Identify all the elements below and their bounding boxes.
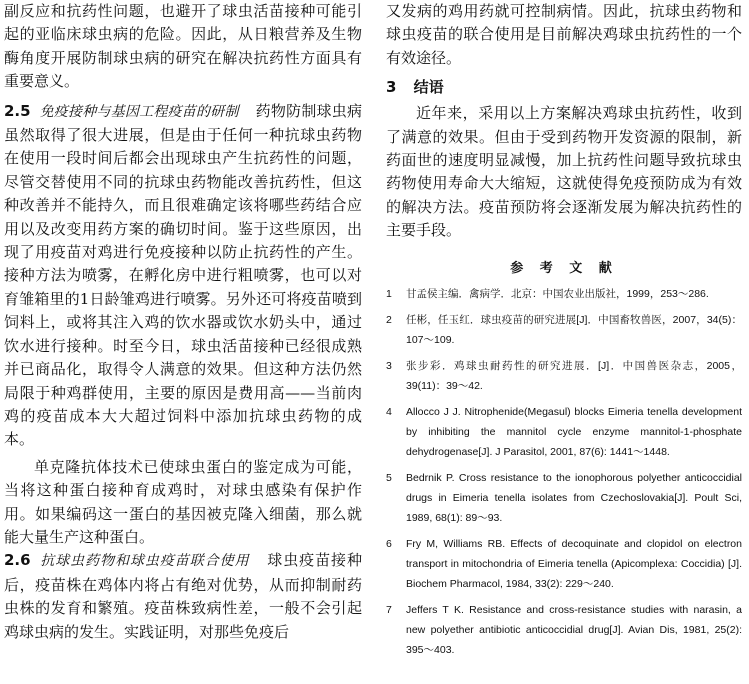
reference-text: 甘孟侯主编．禽病学．北京：中国农业出版社，1999，253～286. — [406, 287, 709, 300]
reference-number: 1 — [386, 287, 392, 300]
reference-number: 6 — [386, 537, 392, 550]
section-2-6-title: 抗球虫药物和球虫疫苗联合使用 — [40, 553, 250, 570]
reference-number: 7 — [386, 603, 392, 616]
reference-text: 任彬，任玉红．球虫疫苗的研究进展[J]．中国畜牧兽医，2007，34(5)：107～109. — [406, 313, 742, 346]
section-2-5 — [4, 100, 362, 452]
right-column — [386, 0, 742, 666]
reference-item — [386, 468, 742, 528]
intro-paragraph: 副反应和抗药性问题，也避开了球虫活苗接种可能引起的亚临床球虫病的危险。因此，从日粮营养及生物酶角度开展防制球虫病的研究在解决抗药性方面具有重要意义。 — [4, 2, 362, 91]
reference-item — [386, 534, 742, 594]
section-3-text: 近年来，采用以上方案解决鸡球虫抗药性，收到了满意的效果。但由于受到药物开发资源的限制，新药面世的速度明显减慢，加上抗药性问题导致抗球虫药物使用寿命大大缩短，这就使得免疫预防成为有效的解决方法。疫苗预防将会逐渐发展为解决抗药性的主要手段。 — [386, 104, 742, 240]
left-column — [4, 0, 362, 644]
section-3-number: 3 — [386, 78, 397, 97]
reference-number: 5 — [386, 471, 392, 484]
section-2-5-text: 药物防制球虫病虽然取得了很大进展，但是由于任何一种抗球虫药物在使用一段时间后都会出现球虫产生抗药性的问题，尽管交替使用不同的抗球虫药物能改善抗药性，但这种改善并不能持久，而且很难确定该将哪些药结合应用以及改变用药方案的确切时间。鉴于这些原因，出现了用疫苗对鸡进行免疫接种以防止抗药性的产生。接种方法为喷雾，在孵化房中进行粗喷雾，也可以对育雏箱里的1日龄雏鸡进行喷雾。另外还可将疫苗喷到饲料上，或将其注入鸡的饮水器或饮水奶头中，通过饮水进行接种。时至今日，球虫活苗接种已经很成熟并已商品化，取得令人满意的效果。但这种方法仍然局限于种鸡群使用，主要的原因是费用高——当前肉鸡的疫苗成本大大超过饲料中添加抗球虫药物的成本。 — [4, 101, 362, 449]
reference-item — [386, 310, 742, 350]
reference-text: Jeffers T K. Resistance and cross-resistance studies with narasin, a new polyether antibiotic anticoccidial drug[J]. Avian Dis, 1981, 25(2): 395～403. — [406, 603, 742, 656]
references-title: 参 考 文 献 — [510, 260, 618, 276]
section-2-6-text: 球虫疫苗接种后，疫苗株在鸡体内将占有绝对优势，从而抑制耐药虫株的发育和繁殖。疫苗株致病性差，一般不会引起鸡球虫病的发生。实践证明，对那些免疫后 — [4, 551, 362, 641]
reference-number: 2 — [386, 313, 392, 326]
section-2-6-number: 2.6 — [4, 551, 31, 570]
section-3-title: 结语 — [413, 78, 444, 97]
reference-text: Fry M, Williams RB. Effects of decoquinate and clopidol on electron transport in mitochondria of Eimeria tenella (Apicomplexa: Coccidia) [J]. Biochem Pharmacol, 1984, 33(2): 229～240. — [406, 537, 742, 590]
reference-list — [386, 284, 742, 660]
section-2-5-number: 2.5 — [4, 101, 31, 120]
reference-item — [386, 284, 742, 304]
section-2-5-paragraph-2: 单克隆抗体技术已使球虫蛋白的鉴定成为可能，当将这种蛋白接种育成鸡时，对球虫感染有保护作用。如果编码这一蛋白的基因被克隆入细菌，那么就能大量生产这种蛋白。 — [4, 457, 362, 546]
section-2-6 — [4, 549, 362, 644]
reference-text: 张步彩．鸡球虫耐药性的研究进展．[J]．中国兽医杂志，2005，39(11)：39～42. — [406, 359, 742, 392]
section-2-5-title: 免疫接种与基因工程疫苗的研制 — [39, 103, 239, 120]
section-3-heading — [386, 76, 742, 98]
reference-item — [386, 402, 742, 462]
reference-item — [386, 600, 742, 660]
reference-text: Allocco J J. Nitrophenide(Megasul) blocks Eimeria tenella development by inhibiting the mannitol cycle enzyme mannitol-1-phosphate dehydrogenase[J]. J Parasitol, 2001, 87(6): 1441～1448. — [406, 405, 742, 458]
continuation-paragraph: 又发病的鸡用药就可控制病情。因此，抗球虫药物和球虫疫苗的联合使用是目前解决鸡球虫抗药性的一个有效途径。 — [386, 2, 742, 67]
reference-item — [386, 356, 742, 396]
reference-number: 3 — [386, 359, 392, 372]
reference-number: 4 — [386, 405, 392, 418]
reference-text: Bedrnik P. Cross resistance to the ionophorous polyether anticoccidial drugs in Eimeria tenella isolates from Czechoslovakia[J]. Poult Sci, 1989, 68(1): 89～93. — [406, 471, 742, 524]
